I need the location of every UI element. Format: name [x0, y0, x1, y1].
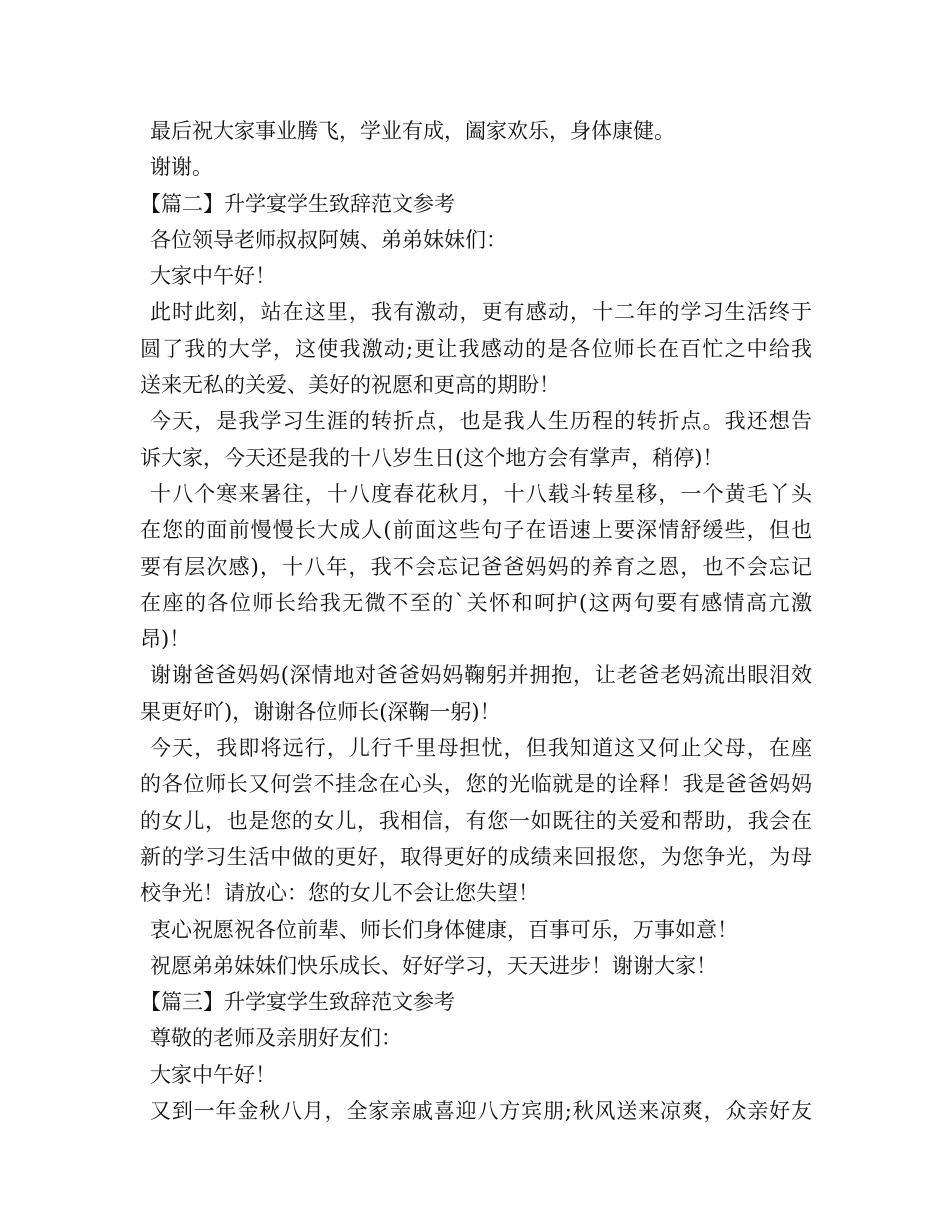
section-heading: 【篇三】升学宴学生致辞范文参考	[140, 990, 455, 1015]
section-heading: 【篇二】升学宴学生致辞范文参考	[140, 191, 455, 216]
text-line: 的女儿，也是您的女儿，我相信，有您一如既往的关爱和帮助，我会在	[140, 808, 812, 833]
text-line: 谢谢爸爸妈妈(深情地对爸爸妈妈鞠躬并拥抱，让老爸老妈流出眼泪效	[150, 663, 812, 688]
text-line: 诉大家，今天还是我的十八岁生日(这个地方会有掌声，稍停)！	[140, 445, 724, 470]
text-line: 昂)！	[140, 627, 191, 652]
text-line: 谢谢。	[150, 155, 213, 180]
text-line: 圆了我的大学，这使我激动;更让我感动的是各位师长在百忙之中给我	[140, 336, 812, 361]
text-line: 各位领导老师叔叔阿姨、弟弟妹妹们：	[150, 227, 507, 252]
text-line: 祝愿弟弟妹妹们快乐成长、好好学习，天天进步！谢谢大家！	[150, 953, 717, 978]
text-line: 大家中午好！	[150, 1062, 276, 1087]
text-line: 今天，我即将远行，儿行千里母担忧，但我知道这又何止父母，在座	[150, 736, 812, 761]
text-line: 又到一年金秋八月，全家亲戚喜迎八方宾朋;秋风送来凉爽，众亲好友	[150, 1099, 812, 1124]
text-line: 校争光！请放心：您的女儿不会让您失望！	[140, 881, 539, 906]
text-line: 的各位师长又何尝不挂念在心头，您的光临就是的诠释！我是爸爸妈妈	[140, 772, 812, 797]
text-line: 在您的面前慢慢长大成人(前面这些句子在语速上要深情舒缓些，但也	[140, 518, 812, 543]
text-line: 要有层次感)，十八年，我不会忘记爸爸妈妈的养育之恩，也不会忘记	[140, 554, 812, 579]
text-line: 此时此刻，站在这里，我有激动，更有感动，十二年的学习生活终于	[150, 300, 812, 325]
document-body	[140, 113, 812, 1129]
text-line: 最后祝大家事业腾飞，学业有成，阖家欢乐，身体康健。	[150, 119, 675, 143]
text-line: 果更好吖)，谢谢各位师长(深鞠一躬)！	[140, 699, 501, 724]
text-line: 十八个寒来暑往，十八度春花秋月，十八载斗转星移，一个黄毛丫头	[150, 481, 812, 506]
text-line: 衷心祝愿祝各位前辈、师长们身体健康，百事可乐，万事如意！	[150, 917, 738, 942]
text-line: 今天，是我学习生涯的转折点，也是我人生历程的转折点。我还想告	[150, 409, 812, 434]
text-line: 在座的各位师长给我无微不至的`关怀和呵护(这两句要有感情高亢激	[140, 590, 812, 615]
text-line: 尊敬的老师及亲朋好友们：	[150, 1026, 402, 1051]
text-line: 大家中午好！	[150, 264, 276, 289]
text-line: 新的学习生活中做的更好，取得更好的成绩来回报您，为您争光，为母	[140, 844, 812, 869]
text-line: 送来无私的关爱、美好的祝愿和更高的期盼！	[140, 373, 560, 398]
